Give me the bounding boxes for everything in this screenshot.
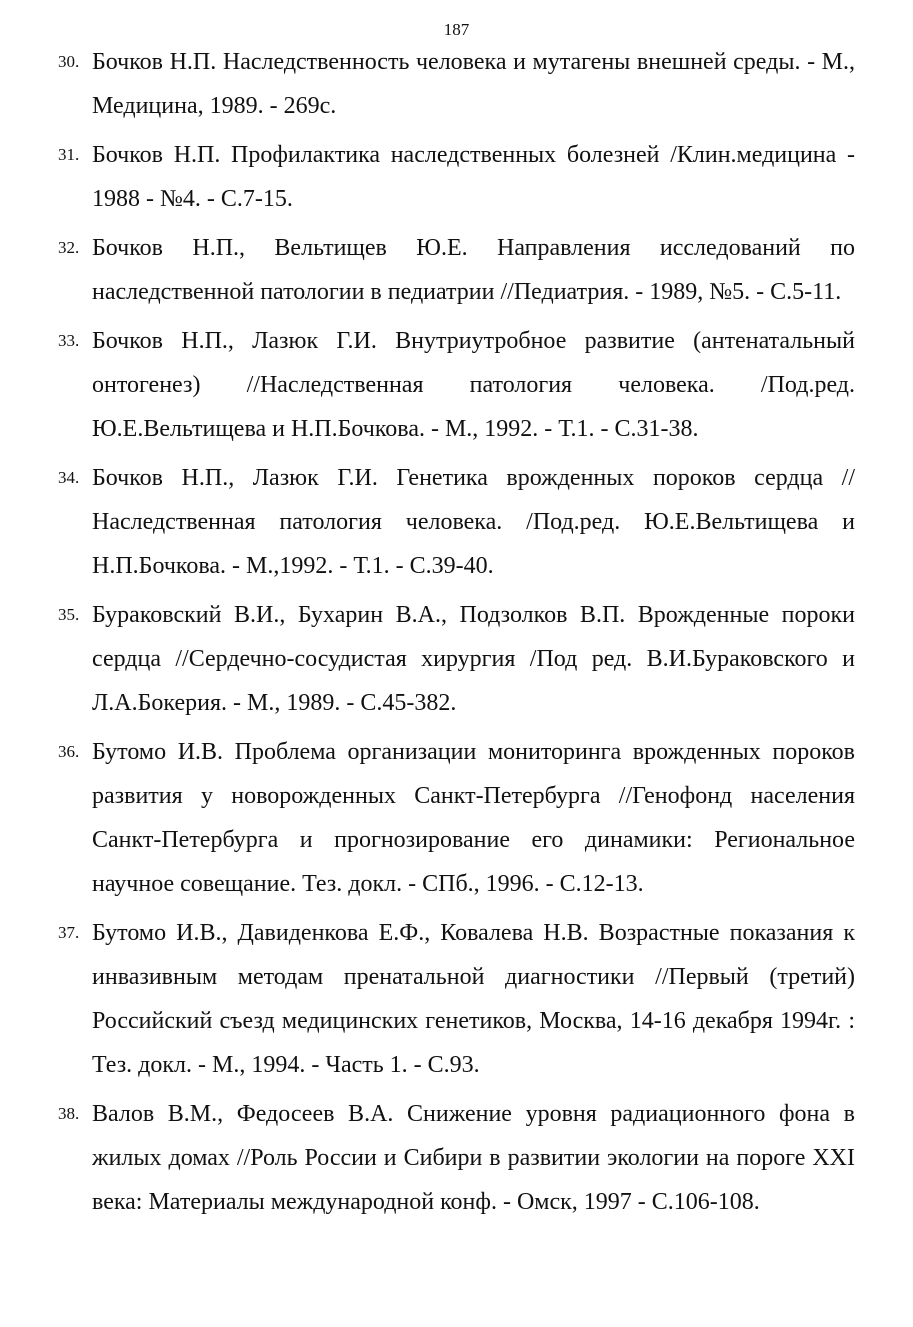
reference-number: 35. [58,605,80,624]
page-number: 187 [443,20,470,39]
reference-item [0,133,913,221]
reference-list [0,40,913,1224]
reference-number: 38. [58,1104,80,1123]
reference-text: Бочков Н.П., Вельтищев Ю.Е. Направления исследований по наследственной патологии в педиатрии //Педиатрия. - 1989, №5. - С.5-11. [92,235,855,305]
reference-text: Бочков Н.П., Лазюк Г.И. Генетика врожденных пороков сердца //Наследственная патология человека. /Под.ред. Ю.Е.Вельтищева и Н.П.Бочкова. - М.,1992. - Т.1. - С.39-40. [92,465,855,579]
reference-item [0,40,913,128]
reference-number: 33. [58,331,80,350]
reference-number: 37. [58,923,80,942]
reference-text: Бутомо И.В., Давиденкова Е.Ф., Ковалева Н.В. Возрастные показания к инвазивным методам пренатальной диагностики //Первый (третий) Российский съезд медицинских генетиков, Москва, 14-16 декабря 1994г. : Тез. докл. - М., 1994. - Часть 1. - С.93. [92,920,855,1078]
reference-number: 36. [58,742,80,761]
reference-item [0,730,913,906]
reference-item [0,226,913,314]
reference-text: Валов В.М., Федосеев В.А. Снижение уровня радиационного фона в жилых домах //Роль России и Сибири в развитии экологии на пороге XXI века: Материалы международной конф. - Омск, 1997 - С.106-108. [92,1101,855,1215]
reference-item [0,593,913,725]
reference-text: Бочков Н.П. Наследственность человека и мутагены внешней среды. - М., Медицина, 1989. - 269с. [92,49,855,119]
reference-text: Бураковский В.И., Бухарин В.А., Подзолков В.П. Врожденные пороки сердца //Сердечно-сосудистая хирургия /Под ред. В.И.Бураковского и Л.А.Бокерия. - М., 1989. - С.45-382. [92,602,855,716]
reference-text: Бочков Н.П. Профилактика наследственных болезней /Клин.медицина - 1988 - №4. - С.7-15. [92,142,855,212]
reference-text: Бутомо И.В. Проблема организации мониторинга врожденных пороков развития у новорожденных Санкт-Петербурга //Генофонд населения Санкт-Петербурга и прогнозирование его динамики: Региональное научное совещание. Тез. докл. - СПб., 1996. - С.12-13. [92,739,855,897]
reference-number: 31. [58,145,80,164]
reference-item [0,911,913,1087]
reference-text: Бочков Н.П., Лазюк Г.И. Внутриутробное развитие (антенатальный онтогенез) //Наследственная патология человека. /Под.ред. Ю.Е.Вельтищева и Н.П.Бочкова. - М., 1992. - Т.1. - С.31-38. [92,328,855,442]
reference-item [0,456,913,588]
reference-item [0,319,913,451]
reference-number: 34. [58,468,80,487]
reference-number: 30. [58,52,80,71]
reference-item [0,1092,913,1224]
reference-number: 32. [58,238,80,257]
